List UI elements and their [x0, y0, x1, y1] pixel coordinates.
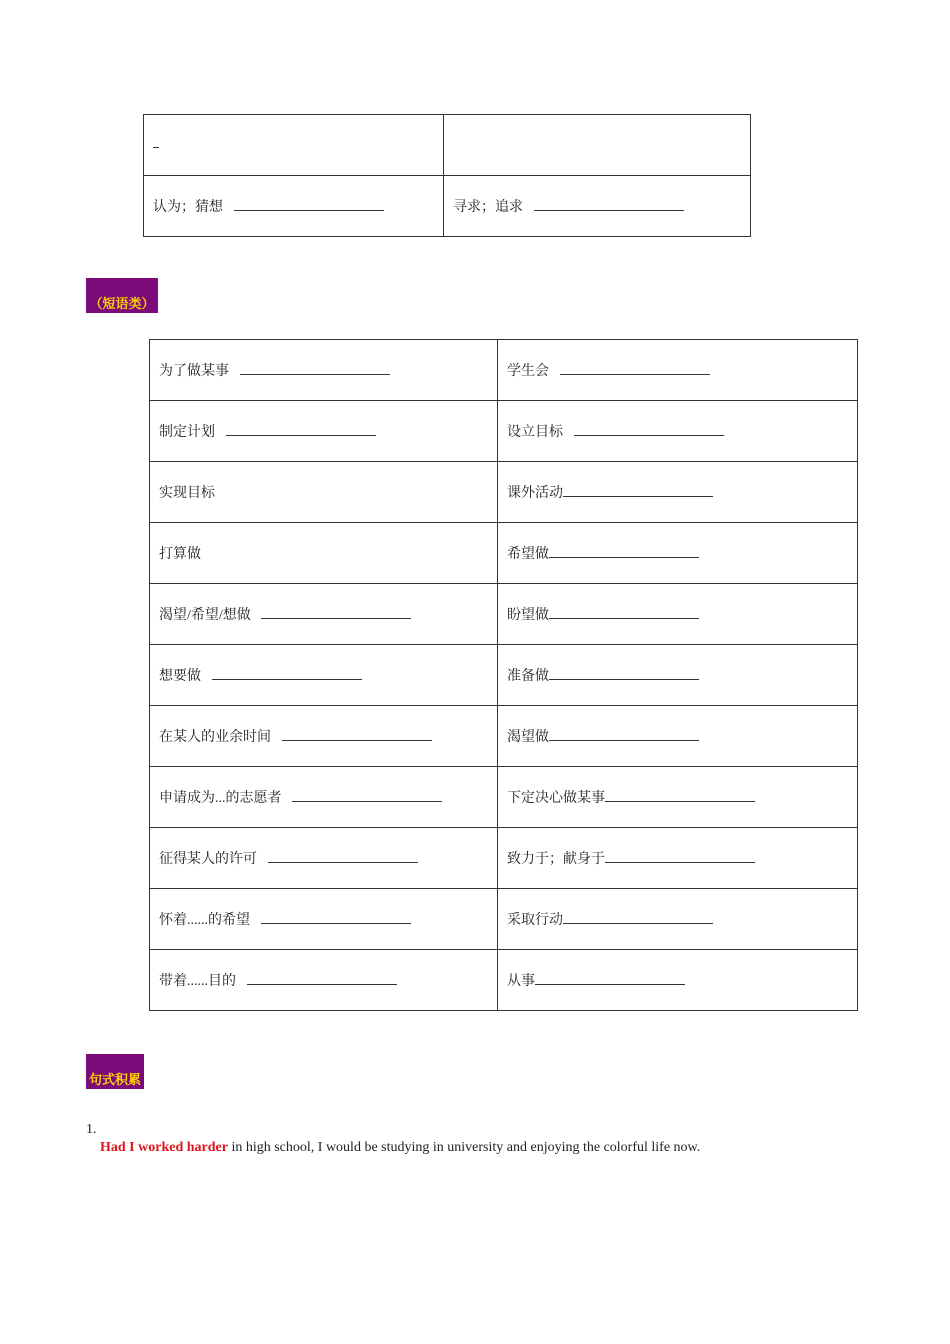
table-cell: [498, 706, 858, 767]
table-cell: [150, 462, 498, 523]
answer-blank[interactable]: [282, 728, 432, 741]
table-cell: [444, 115, 751, 176]
answer-blank[interactable]: [534, 198, 684, 211]
section-badge-sentences: 句式积累: [86, 1054, 144, 1089]
cell-label: 在某人的业余时间: [159, 730, 271, 745]
table-row: [150, 706, 858, 767]
table-row: [150, 523, 858, 584]
answer-blank[interactable]: [549, 545, 699, 558]
table-row: [150, 645, 858, 706]
answer-blank[interactable]: [605, 850, 755, 863]
table-cell: [150, 401, 498, 462]
cell-label: 从事: [507, 974, 535, 989]
answer-blank[interactable]: [234, 198, 384, 211]
cell-label: 学生会: [507, 364, 549, 379]
sentence-number: 1.: [86, 1122, 97, 1137]
section-badge-phrases: （短语类）: [86, 278, 158, 313]
table-cell: [498, 950, 858, 1011]
cell-label: 课外活动: [507, 486, 563, 501]
answer-blank[interactable]: [574, 423, 724, 436]
table-cell: [144, 176, 444, 237]
table-row: [144, 115, 751, 176]
cell-label: 采取行动: [507, 913, 563, 928]
table-cell: [150, 767, 498, 828]
table-cell: [498, 584, 858, 645]
table-row: [150, 889, 858, 950]
cell-label: 准备做: [507, 669, 549, 684]
table-row: [150, 950, 858, 1011]
answer-blank[interactable]: [261, 606, 411, 619]
cell-label: 渴望做: [507, 730, 549, 745]
answer-blank[interactable]: [549, 667, 699, 680]
table-cell: [444, 176, 751, 237]
cell-label: 实现目标: [159, 486, 215, 501]
table-row: [150, 462, 858, 523]
cell-label: 申请成为...的志愿者: [159, 791, 282, 806]
table-cell: [150, 645, 498, 706]
answer-blank[interactable]: [247, 972, 397, 985]
cell-label: 打算做: [159, 547, 201, 562]
table-row: [150, 584, 858, 645]
answer-blank[interactable]: [563, 484, 713, 497]
answer-blank[interactable]: [268, 850, 418, 863]
cell-label: 认为；猜想: [153, 200, 223, 215]
table-cell: [498, 340, 858, 401]
sentence-highlight: Had I worked harder: [100, 1140, 228, 1155]
cell-label: 寻求；追求: [453, 200, 523, 215]
cell-label: 渴望/希望/想做: [159, 608, 251, 623]
cell-label: 设立目标: [507, 425, 563, 440]
cell-label: 下定决心做某事: [507, 791, 605, 806]
cell-label: 带着......目的: [159, 974, 236, 989]
answer-blank[interactable]: [549, 728, 699, 741]
answer-blank[interactable]: [261, 911, 411, 924]
table-cell: [150, 340, 498, 401]
answer-blank[interactable]: [226, 423, 376, 436]
cell-label: 征得某人的许可: [159, 852, 257, 867]
table-cell: [150, 889, 498, 950]
answer-blank[interactable]: [563, 911, 713, 924]
table-cell: [150, 950, 498, 1011]
table-cell: [498, 828, 858, 889]
table-cell: [498, 462, 858, 523]
cell-label: 致力于；献身于: [507, 852, 605, 867]
cell-label: 希望做: [507, 547, 549, 562]
vocab-table-top: [143, 114, 751, 237]
table-cell: [150, 523, 498, 584]
cell-label: 盼望做: [507, 608, 549, 623]
cell-label: 怀着......的希望: [159, 913, 250, 928]
example-sentence: [100, 1140, 700, 1156]
answer-blank[interactable]: [153, 137, 159, 148]
table-cell: [498, 401, 858, 462]
answer-blank[interactable]: [240, 362, 390, 375]
answer-blank[interactable]: [605, 789, 755, 802]
table-cell: [144, 115, 444, 176]
cell-label: 想要做: [159, 669, 201, 684]
table-cell: [498, 767, 858, 828]
table-row: [150, 401, 858, 462]
table-cell: [498, 645, 858, 706]
table-cell: [150, 584, 498, 645]
answer-blank[interactable]: [560, 362, 710, 375]
table-row: [150, 340, 858, 401]
phrase-table: [149, 339, 858, 1011]
table-cell: [498, 889, 858, 950]
table-row: [144, 176, 751, 237]
cell-label: 为了做某事: [159, 364, 229, 379]
answer-blank[interactable]: [549, 606, 699, 619]
table-cell: [150, 828, 498, 889]
cell-label: 制定计划: [159, 425, 215, 440]
answer-blank[interactable]: [292, 789, 442, 802]
table-cell: [150, 706, 498, 767]
table-cell: [498, 523, 858, 584]
answer-blank[interactable]: [212, 667, 362, 680]
table-row: [150, 828, 858, 889]
answer-blank[interactable]: [535, 972, 685, 985]
table-row: [150, 767, 858, 828]
sentence-rest: in high school, I would be studying in university and enjoying the colorful life now.: [227, 1140, 701, 1155]
